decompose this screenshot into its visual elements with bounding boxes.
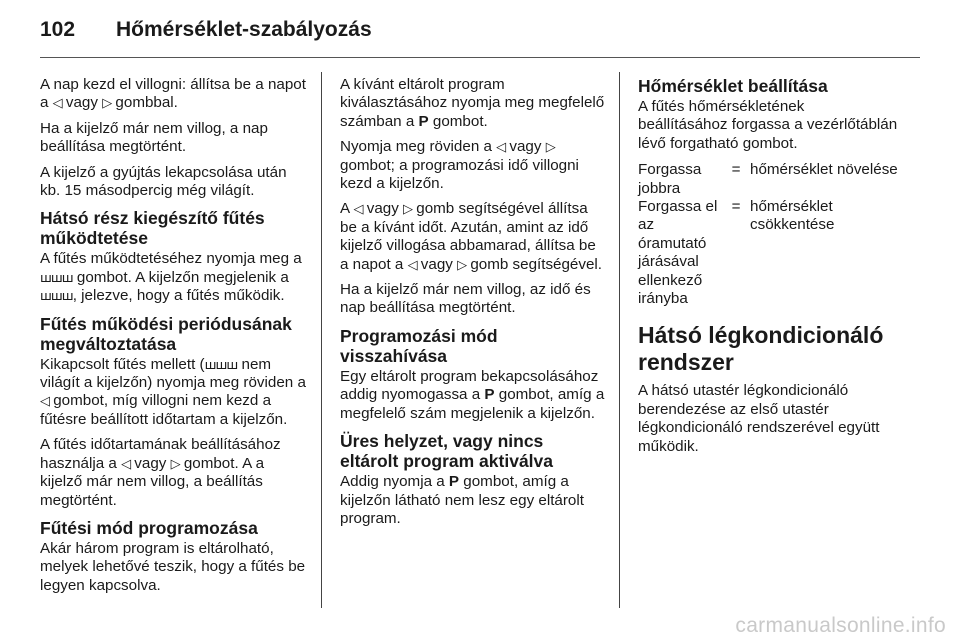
paragraph: A fűtés hőmérsékletének beállításához forgassa a vezérlőtáblán lévő forgatható gombot.: [638, 98, 898, 152]
paragraph: Akár három program is eltárolható, melyek lehetővé teszik, hogy a fűtés be legyen kapcsolva.: [40, 539, 306, 594]
p-button-label: P: [484, 386, 495, 404]
paragraph: A kívánt eltárolt program kiválasztásához nyomja meg megfelelő számban a P gombot.: [340, 76, 605, 130]
column-divider-2: [619, 72, 620, 608]
left-arrow-icon: ◁: [121, 455, 131, 471]
column-3: [638, 76, 898, 463]
heater-icon: ꟺꟺꟺ: [40, 288, 73, 304]
table-cell-eq: =: [731, 161, 741, 179]
table-cell-result: hőmérséklet növelése: [750, 161, 898, 179]
page-number: 102: [40, 18, 76, 41]
right-arrow-icon: ▷: [457, 256, 467, 272]
paragraph: Kikapcsolt fűtés mellett (ꟺꟺꟺ nem világít a kijelzőn) nyomja meg röviden a ◁ gombot, míg villogni nem kezd a fűtésre beállított időtartam a kijelzőn.: [40, 355, 306, 428]
paragraph: A kijelző a gyújtás lekapcsolása után kb. 15 másodpercig még világít.: [40, 163, 287, 200]
column-2: [340, 76, 606, 535]
p-button-label: P: [448, 473, 460, 491]
table-cell-eq: =: [731, 198, 741, 216]
heater-icon: ꟺꟺꟺ: [204, 356, 238, 372]
paragraph: Addig nyomja a P gombot, amíg a kijelzőn látható nem lesz egy eltárolt program.: [340, 473, 584, 527]
section-heading: Üres helyzet, vagy nincs eltárolt program aktiválva: [340, 431, 553, 472]
paragraph: A hátsó utastér légkondicionáló berendezése az első utastér légkondicionáló rendszerével együtt működik.: [638, 382, 880, 455]
section-heading: Hátsó rész kiegészítő fűtés működtetése: [40, 208, 265, 249]
left-arrow-icon: ◁: [407, 256, 417, 272]
right-arrow-icon: ▷: [403, 201, 413, 217]
column-1: [40, 76, 306, 602]
section-heading: Hőmérséklet beállítása: [638, 76, 828, 96]
left-arrow-icon: ◁: [40, 393, 49, 409]
paragraph: Nyomja meg röviden a ◁ vagy ▷ gombot; a programozási idő villogni kezd a kijelzőn.: [340, 138, 579, 193]
left-arrow-icon: ◁: [353, 201, 363, 217]
table-row: [638, 198, 898, 308]
table-cell-action: Forgassa jobbra: [638, 161, 702, 197]
section-heading: Fűtési mód programozása: [40, 517, 258, 538]
paragraph: A nap kezd el villogni: állítsa be a napot a ◁ vagy ▷ gombbal.: [40, 76, 306, 112]
paragraph: Egy eltárolt program bekapcsolásához addig nyomogassa a P gombot, amíg a megfelelő szám megjelenik a kijelzőn.: [340, 367, 605, 422]
paragraph: Ha a kijelző már nem villog, a nap beállítása megtörtént.: [40, 119, 268, 156]
page-header: [40, 18, 920, 58]
p-button-label: P: [418, 112, 429, 130]
paragraph: A ◁ vagy ▷ gomb segítségével állítsa be a kívánt időt. Azután, amint az idő kijelző villogása abbamarad, állítsa be a napot a ◁ vagy ▷ gomb segítségével.: [340, 200, 603, 273]
paragraph: A fűtés működtetéséhez nyomja meg a ꟺꟺꟺ gombot. A kijelzőn megjelenik a ꟺꟺꟺ, jelezve, hogy a fűtés működik.: [40, 250, 302, 305]
right-arrow-icon: ▷: [545, 139, 555, 155]
right-arrow-icon: ▷: [170, 455, 180, 471]
left-arrow-icon: ◁: [496, 139, 506, 155]
column-divider-1: [321, 72, 322, 608]
section-heading: Fűtés működési periódusának megváltoztatása: [40, 313, 292, 354]
table-cell-action: Forgassa el az óramutató járásával ellenkező irányba: [638, 198, 718, 308]
temperature-table: [638, 161, 898, 308]
page-title: Hőmérséklet-szabályozás: [116, 18, 372, 41]
paragraph: A fűtés időtartamának beállításához használja a ◁ vagy ▷ gombot. A a kijelző már nem villog, a beállítás megtörtént.: [40, 436, 281, 509]
right-arrow-icon: ▷: [102, 95, 112, 111]
left-arrow-icon: ◁: [52, 95, 62, 111]
header-divider: [40, 57, 920, 58]
section-heading: Programozási mód visszahívása: [340, 325, 498, 366]
heater-icon: ꟺꟺꟺ: [40, 269, 73, 285]
watermark: carmanualsonline.info: [735, 614, 946, 637]
paragraph: Ha a kijelző már nem villog, az idő és nap beállítása megtörtént.: [340, 281, 591, 317]
table-row: [638, 161, 898, 198]
table-cell-result: hőmérséklet csökkentése: [750, 198, 835, 234]
chapter-heading: Hátsó légkondicionáló rendszer: [638, 322, 884, 376]
